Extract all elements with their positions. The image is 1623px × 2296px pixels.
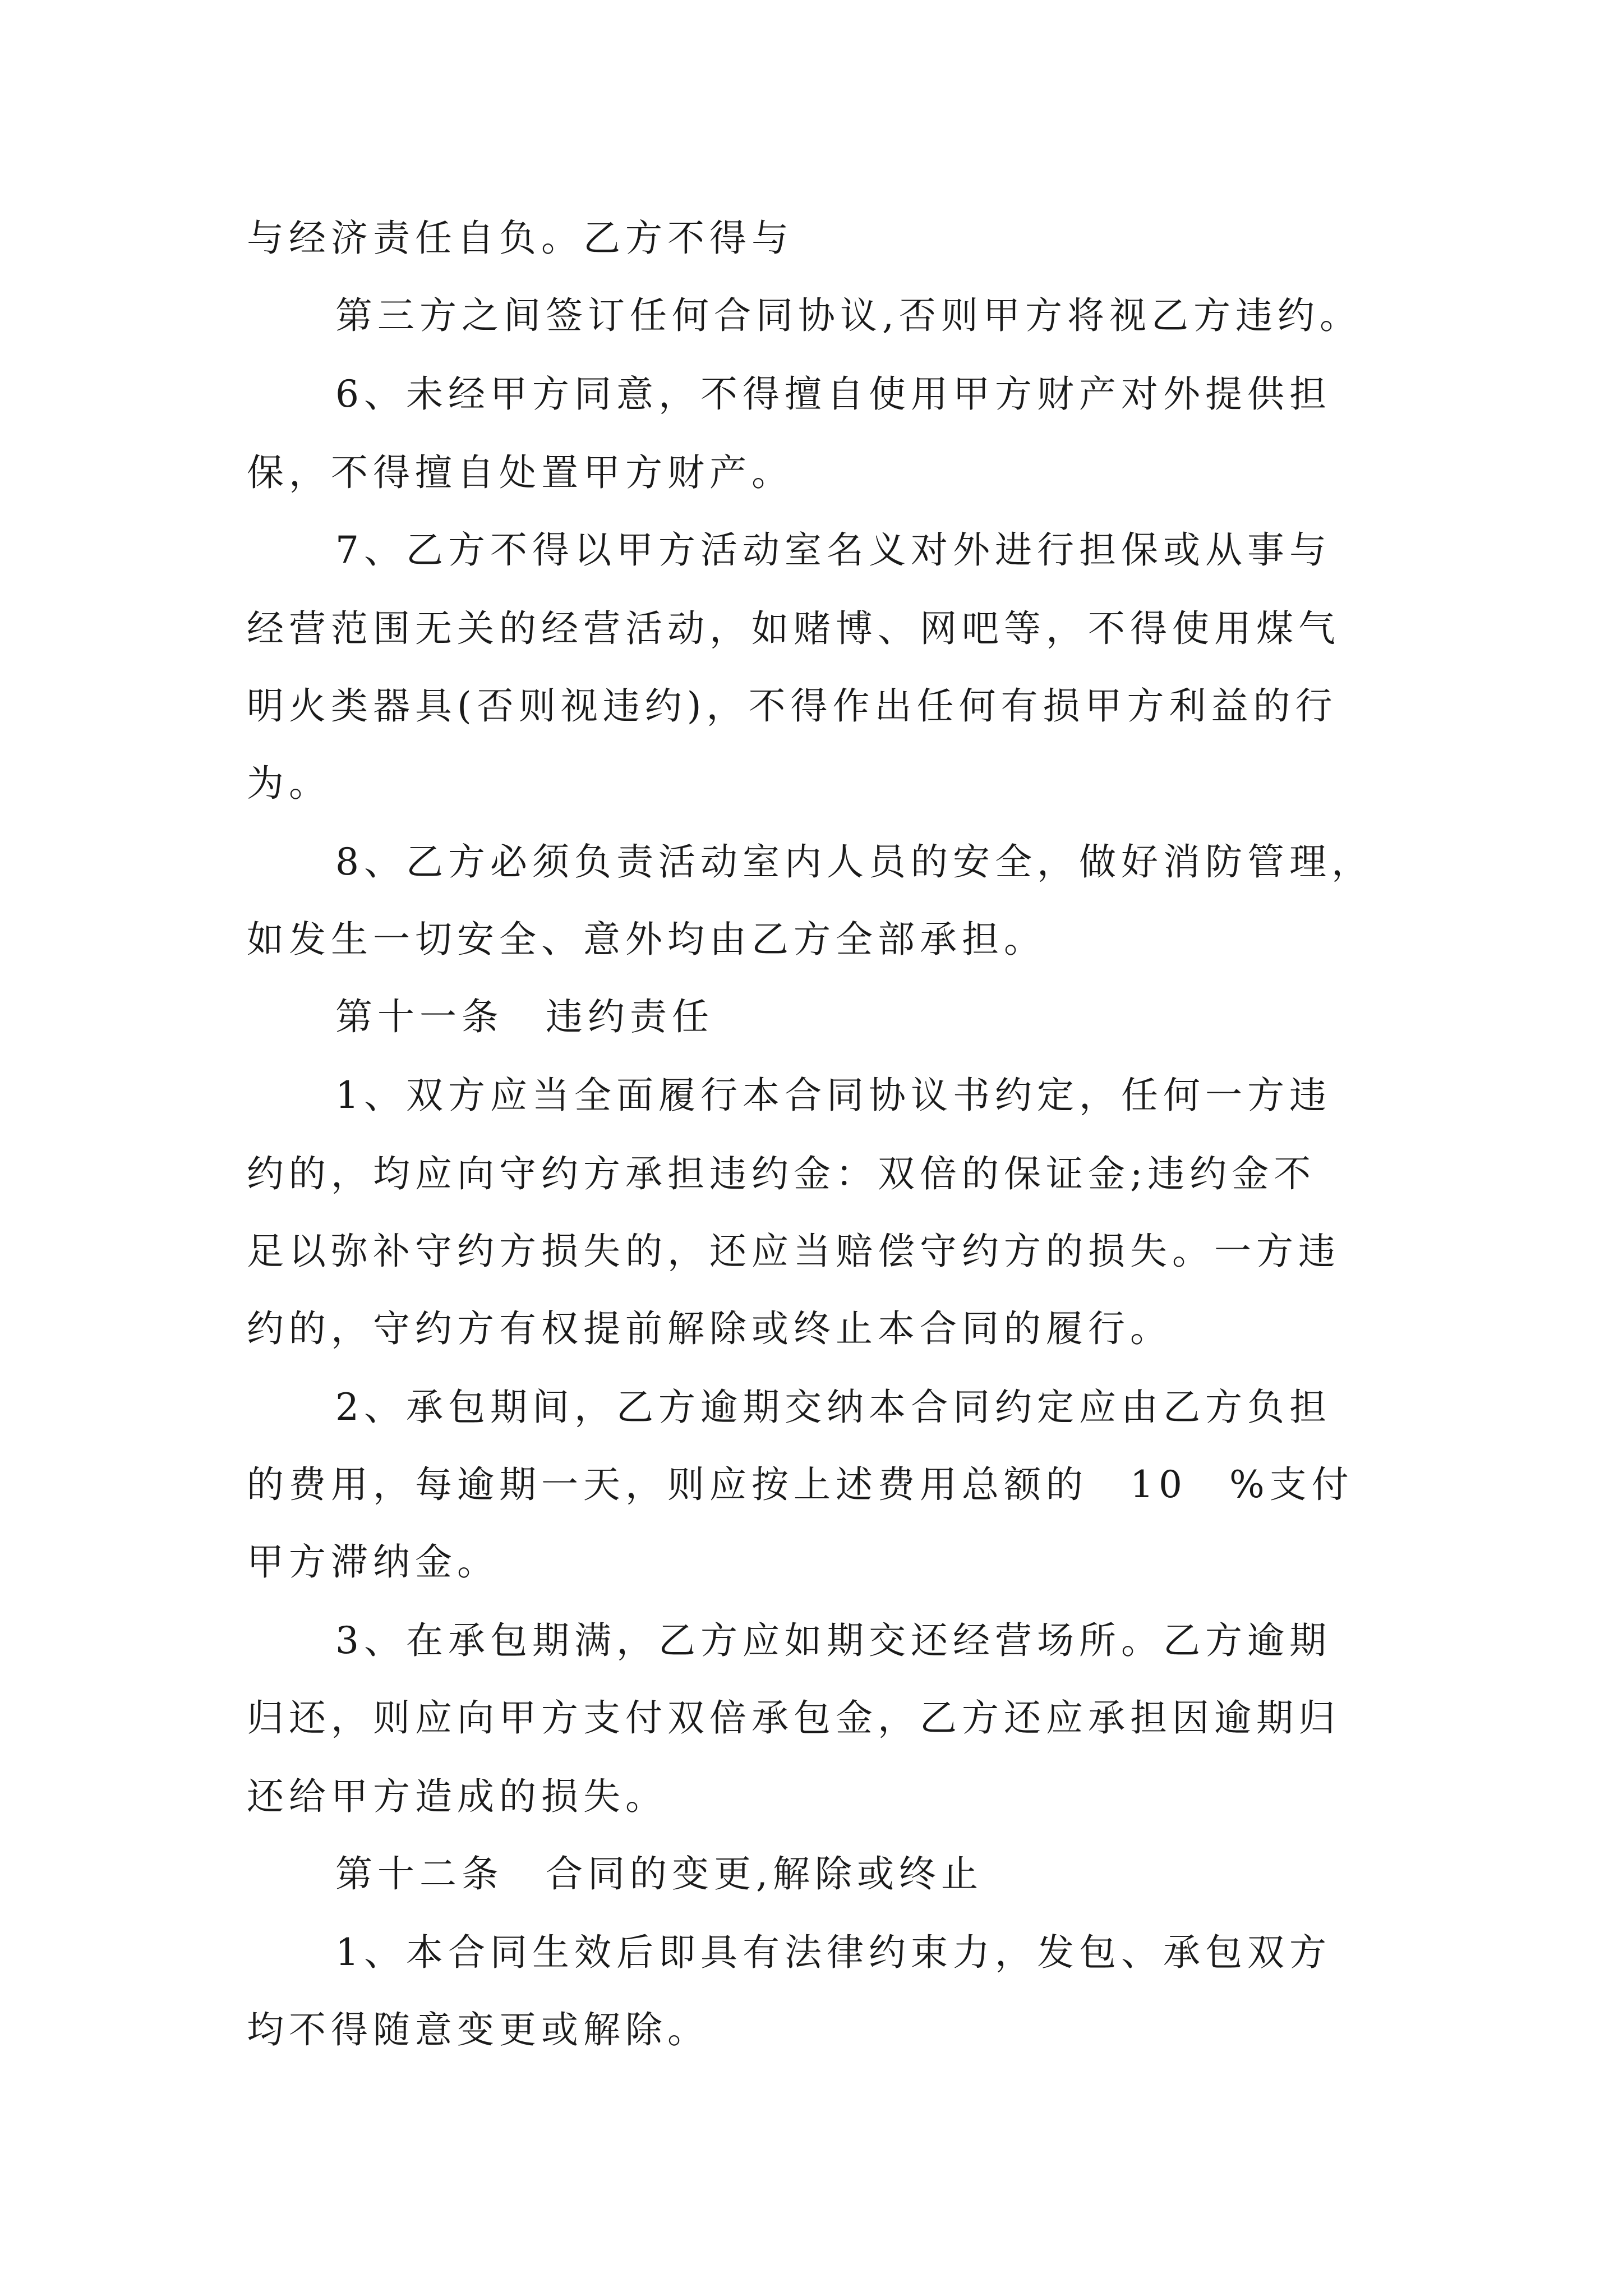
text-line-20: 归还，则应向甲方支付双倍承包金，乙方还应承担因逾期归	[247, 1696, 1340, 1740]
text-line-4: 保，不得擅自处置甲方财产。	[247, 451, 794, 494]
text-line-1: 与经济责任自负。乙方不得与	[247, 217, 794, 260]
text-line-24: 均不得随意变更或解除。	[247, 2008, 709, 2051]
text-line-14: 足以弥补守约方损失的，还应当赔偿守约方的损失。一方违	[247, 1230, 1340, 1273]
text-line-15: 约的，守约方有权提前解除或终止本合同的履行。	[247, 1307, 1172, 1350]
text-line-5: 7、乙方不得以甲方活动室名义对外进行担保或从事与	[335, 528, 1331, 572]
text-line-13: 约的，均应向守约方承担违约金：双倍的保证金;违约金不	[247, 1152, 1316, 1195]
text-line-19: 3、在承包期满，乙方应如期交还经营场所。乙方逾期	[335, 1619, 1331, 1662]
text-line-8: 为。	[247, 762, 331, 805]
text-line-6: 经营范围无关的经营活动，如赌博、网吧等，不得使用煤气	[247, 607, 1340, 650]
text-line-10: 如发生一切安全、意外均由乙方全部承担。	[247, 918, 1046, 961]
text-line-16: 2、承包期间，乙方逾期交纳本合同约定应由乙方负担	[335, 1386, 1331, 1429]
text-line-18: 甲方滞纳金。	[247, 1540, 499, 1584]
text-line-2: 第三方之间签订任何合同协议,否则甲方将视乙方违约。	[335, 294, 1362, 337]
text-line-12: 1、双方应当全面履行本合同协议书约定，任何一方违	[335, 1074, 1331, 1117]
text-line-23: 1、本合同生效后即具有法律约束力，发包、承包双方	[335, 1931, 1331, 1974]
text-line-7: 明火类器具(否则视违约)，不得作出任何有损甲方利益的行	[247, 684, 1338, 728]
section-heading-12: 第十二条 合同的变更,解除或终止	[335, 1852, 983, 1895]
text-line-21: 还给甲方造成的损失。	[247, 1775, 667, 1818]
text-line-3: 6、未经甲方同意，不得擅自使用甲方财产对外提供担	[335, 372, 1331, 416]
text-line-17: 的费用，每逾期一天，则应按上述费用总额的 10 %支付	[247, 1463, 1354, 1506]
section-heading-11: 第十一条 违约责任	[335, 995, 714, 1038]
text-line-9: 8、乙方必须负责活动室内人员的安全，做好消防管理，	[335, 840, 1373, 884]
